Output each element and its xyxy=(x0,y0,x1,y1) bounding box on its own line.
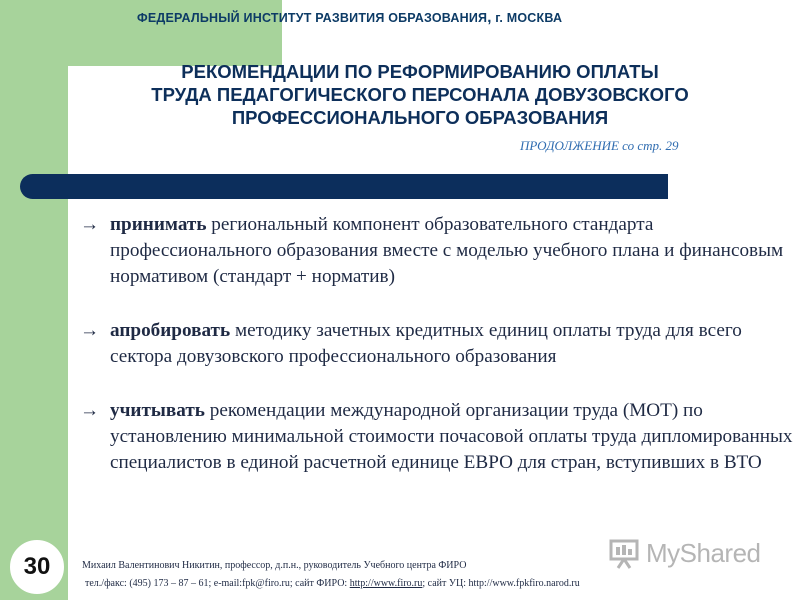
institute-header xyxy=(137,9,737,26)
firo-site-link[interactable]: http://www.firo.ru xyxy=(349,578,423,589)
contacts-suffix: ; сайт УЦ: http://www.fpkfiro.narod.ru xyxy=(422,578,580,589)
watermark xyxy=(608,535,761,571)
item-text: региональный компонент образовательного стандарта профессионального образования вместе с моделью учебного плана и финансовым нормативом (стандарт + норматив) xyxy=(110,214,784,287)
presentation-board-icon xyxy=(608,537,642,569)
footer-contacts xyxy=(85,578,580,589)
title-divider-bar xyxy=(20,174,668,199)
title-line-3: ПРОФЕССИОНАЛЬНОГО ОБРАЗОВАНИЯ xyxy=(231,107,609,128)
list-item xyxy=(80,212,798,290)
item-verb: учитывать xyxy=(110,400,205,421)
item-text: рекомендации международной организации труда (МОТ) по установлению минимальной стоимости почасовой оплаты труда дипломированных специалистов в единой расчетной единице ЕВРО для стран, вступивших в ВТО xyxy=(110,400,793,473)
title-line-1: РЕКОМЕНДАЦИИ ПО РЕФОРМИРОВАНИЮ ОПЛАТЫ xyxy=(181,61,659,82)
page-number-badge: 30 xyxy=(7,537,67,597)
item-verb: принимать xyxy=(110,214,207,235)
city-name: г. МОСКВА xyxy=(495,11,563,25)
continued-note: ПРОДОЛЖЕНИЕ со стр. 29 xyxy=(520,138,679,153)
footer-author: Михаил Валентинович Никитин, профессор, д.п.н., руководитель Учебного центра ФИРО xyxy=(82,560,467,571)
contacts-prefix: тел./факс: (495) 173 – 87 – 61; e-mail:fpk@firo.ru; сайт ФИРО: xyxy=(85,578,350,589)
item-text: методику зачетных кредитных единиц оплаты труда для всего сектора довузовского профессионального образования xyxy=(110,320,742,367)
left-green-band xyxy=(0,0,68,600)
header-separator: , xyxy=(487,9,492,26)
slide-title xyxy=(70,60,770,129)
title-line-2: ТРУДА ПЕДАГОГИЧЕСКОГО ПЕРСОНАЛА ДОВУЗОВСКОГО xyxy=(151,84,689,105)
list-item xyxy=(80,398,798,476)
arrow-icon: → xyxy=(80,320,100,341)
list-item xyxy=(80,318,798,370)
item-verb: апробировать xyxy=(110,320,231,341)
watermark-text: MyShared xyxy=(646,537,761,568)
arrow-icon: → xyxy=(80,214,100,235)
arrow-icon: → xyxy=(80,400,100,421)
recommendation-list xyxy=(80,212,798,476)
institute-name: ФЕДЕРАЛЬНЫЙ ИНСТИТУТ РАЗВИТИЯ ОБРАЗОВАНИЯ xyxy=(137,11,488,25)
